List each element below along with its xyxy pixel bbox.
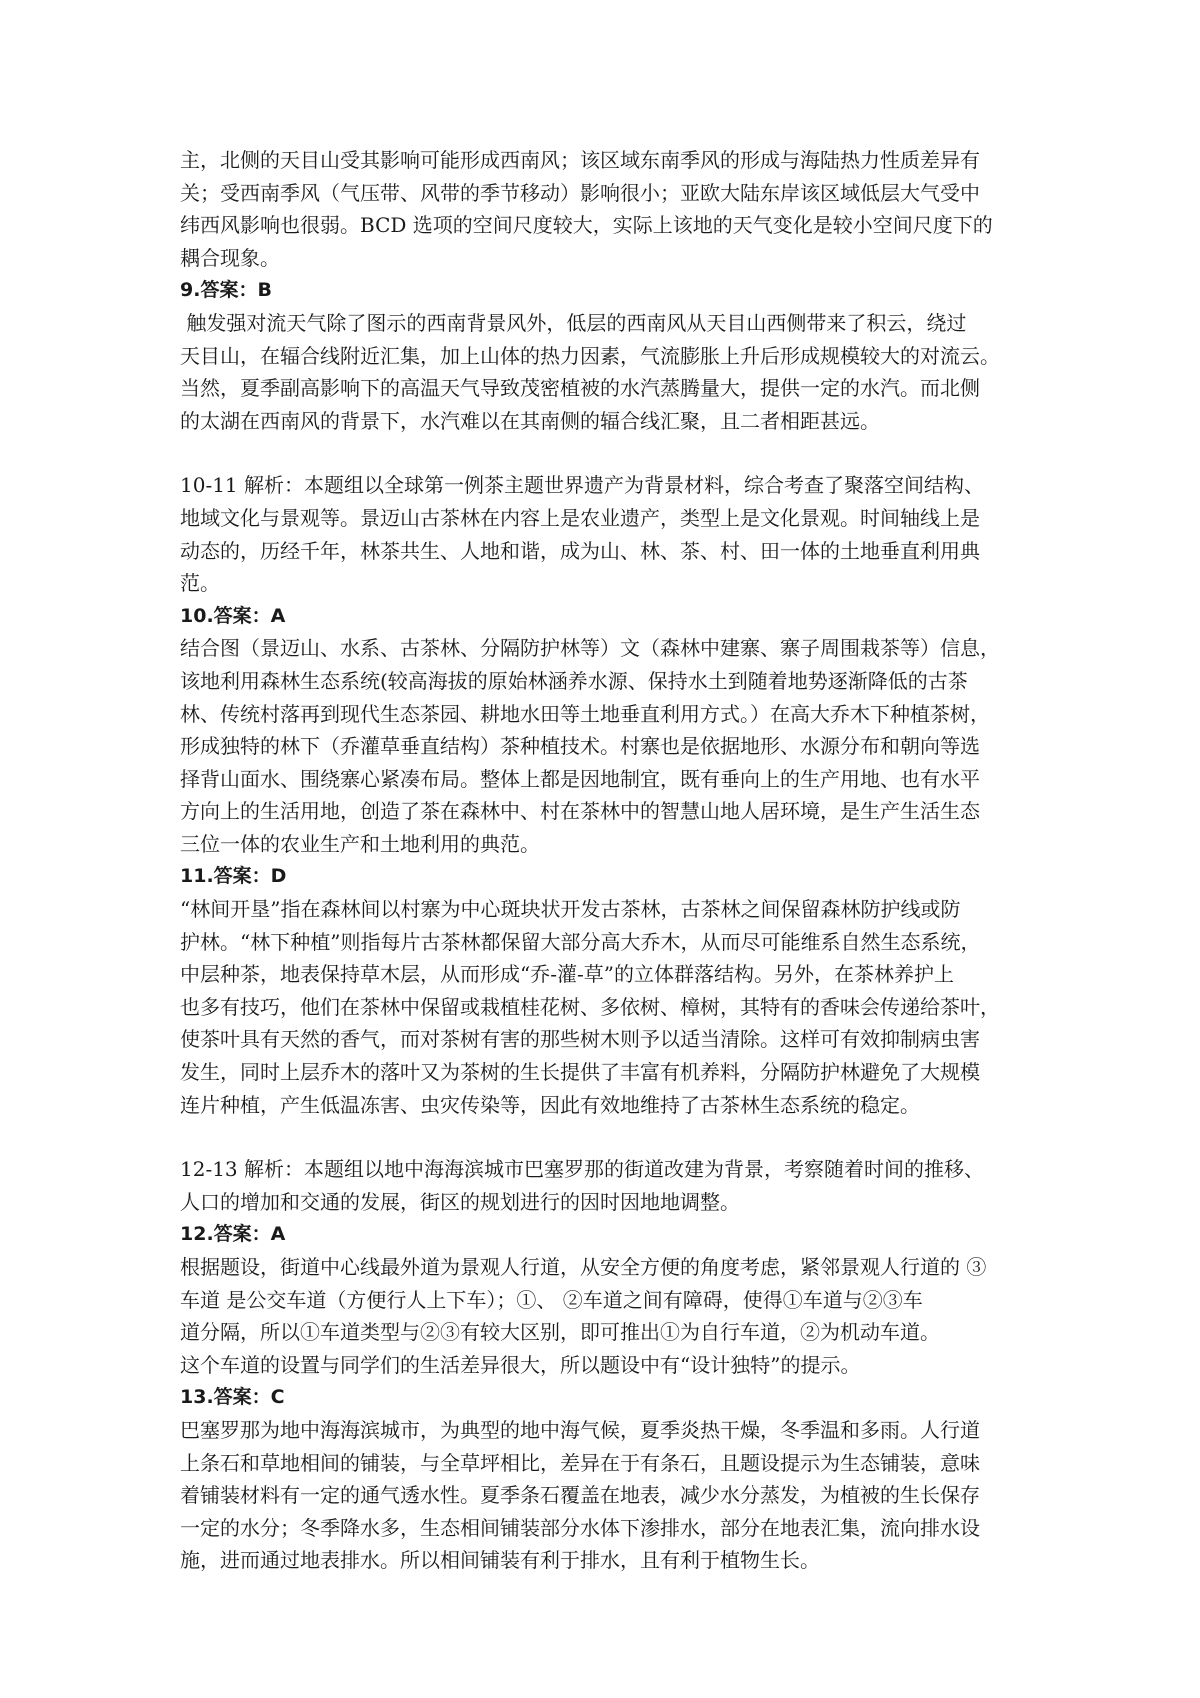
- text-line: 发生，同时上层乔木的落叶又为茶树的生长提供了丰富有机养料，分隔防护林避免了大规模: [180, 1060, 980, 1085]
- text-line: 也多有技巧，他们在茶林中保留或栽植桂花树、多依树、樟树，其特有的香味会传递给茶叶，: [180, 994, 1000, 1019]
- text-line: 方向上的生活用地，创造了茶在森林中、村在茶林中的智慧山地人居环境，是生产生活生态: [180, 799, 980, 824]
- text-line: 一定的水分；冬季降水多，生态相间铺装部分水体下渗排水，部分在地表汇集，流向排水设: [180, 1515, 980, 1540]
- text-line: 这个车道的设置与同学们的生活差异很大，所以题设中有“设计独特”的提示。: [180, 1352, 861, 1377]
- text-line: 耦合现象。: [180, 245, 280, 270]
- text-line: 林、传统村落再到现代生态茶园、耕地水田等土地垂直利用方式。）在高大乔木下种植茶树，: [180, 701, 990, 726]
- explanation-paragraph: [180, 632, 1020, 860]
- analysis-paragraph: [180, 469, 1020, 599]
- text-line: 车道 是公交车道（方便行人上下车）；①、 ②车道之间有障碍，使得①车道与②③车: [180, 1287, 923, 1312]
- paragraph-gap: [180, 437, 1020, 469]
- explanation-paragraph: [180, 307, 1020, 437]
- text-line: 动态的，历经千年，林茶共生、人地和谐，成为山、林、茶、村、田一体的土地垂直利用典: [180, 538, 980, 563]
- text-line: 施，进而通过地表排水。所以相间铺装有利于排水，且有利于植物生长。: [180, 1548, 820, 1573]
- text-line: 结合图（景迈山、水系、古茶林、分隔防护林等）文（森林中建寨、寨子周围栽茶等）信息，: [180, 636, 1000, 661]
- text-line: 12-13 解析：本题组以地中海海滨城市巴塞罗那的街道改建为背景，考察随着时间的推移、: [180, 1157, 985, 1182]
- text-line: 择背山面水、围绕寨心紧凑布局。整体上都是因地制宜，既有垂向上的生产用地、也有水平: [180, 766, 980, 791]
- text-line: 根据题设，街道中心线最外道为景观人行道，从安全方便的角度考虑，紧邻景观人行道的 ③: [180, 1255, 987, 1279]
- text-line: 上条石和草地相间的铺装，与全草坪相比，差异在于有条石，且题设提示为生态铺装，意味: [180, 1450, 980, 1475]
- paragraph-gap: [180, 1121, 1020, 1153]
- answer-heading-11: 11.答案：D: [180, 865, 287, 888]
- explanation-paragraph: [180, 1251, 1020, 1381]
- text-line: 护林。“林下种植”则指每片古茶林都保留大部分高大乔木，从而尽可能维系自然生态系统，: [180, 929, 981, 954]
- text-line: 中层种茶，地表保持草木层，从而形成“乔-灌-草”的立体群落结构。另外，在茶林养护上: [180, 962, 954, 987]
- answer-heading-12: 12.答案：A: [180, 1223, 286, 1246]
- answer-heading-13: 13.答案：C: [180, 1386, 285, 1409]
- text-line: 10-11 解析：本题组以全球第一例茶主题世界遗产为背景材料，综合考查了聚落空间结构、: [180, 473, 985, 498]
- text-line: 形成独特的林下（乔灌草垂直结构）茶种植技术。村寨也是依据地形、水源分布和朝向等选: [180, 734, 980, 759]
- text-line: 该地利用森林生态系统(较高海拔的原始林涵养水源、保持水土到随着地势逐渐降低的古茶: [180, 668, 968, 693]
- text-line: 连片种植，产生低温冻害、虫灾传染等，因此有效地维持了古茶林生态系统的稳定。: [180, 1092, 920, 1117]
- answer-heading-10: 10.答案：A: [180, 604, 286, 627]
- text-line: 着铺装材料有一定的通气透水性。夏季条石覆盖在地表，减少水分蒸发，为植被的生长保存: [180, 1483, 980, 1508]
- text-line: 主，北侧的天目山受其影响可能形成西南风；该区域东南季风的形成与海陆热力性质差异有: [180, 148, 980, 172]
- explanation-paragraph: [180, 893, 1020, 1121]
- text-line: 三位一体的农业生产和土地利用的典范。: [180, 831, 540, 856]
- text-line: 巴塞罗那为地中海海滨城市，为典型的地中海气候，夏季炎热干燥，冬季温和多雨。人行道: [180, 1417, 980, 1442]
- answer-heading-9: 9.答案：B: [180, 279, 272, 302]
- text-line: 天目山，在辐合线附近汇集，加上山体的热力因素，气流膨胀上升后形成规模较大的对流云。: [180, 343, 1000, 368]
- text-line: 人口的增加和交通的发展，街区的规划进行的因时因地地调整。: [180, 1189, 740, 1214]
- text-line: 使茶叶具有天然的香气，而对茶树有害的那些树木则予以适当清除。这样可有效抑制病虫害: [180, 1027, 980, 1052]
- text-line: 触发强对流天气除了图示的西南背景风外，低层的西南风从天目山西侧带来了积云，绕过: [180, 310, 967, 335]
- text-line: 的太湖在西南风的背景下，水汽难以在其南侧的辐合线汇聚，且二者相距甚远。: [180, 408, 880, 433]
- text-line: 道分隔，所以①车道类型与②③有较大区别，即可推出①为自行车道，②为机动车道。: [180, 1320, 940, 1345]
- text-line: 范。: [180, 571, 220, 596]
- document-page: [180, 144, 1020, 1577]
- analysis-paragraph: [180, 144, 1020, 274]
- text-line: 关；受西南季风（气压带、风带的季节移动）影响很小；亚欧大陆东岸该区域低层大气受中: [180, 180, 980, 205]
- text-line: 地域文化与景观等。景迈山古茶林在内容上是农业遗产，类型上是文化景观。时间轴线上是: [180, 505, 980, 530]
- explanation-paragraph: [180, 1414, 1020, 1577]
- text-line: 纬西风影响也很弱。BCD 选项的空间尺度较大，实际上该地的天气变化是较小空间尺度下的: [180, 213, 993, 238]
- text-line: “林间开垦”指在森林间以村寨为中心斑块状开发古茶林，古茶林之间保留森林防护线或防: [180, 897, 961, 922]
- text-line: 当然，夏季副高影响下的高温天气导致茂密植被的水汽蒸腾量大，提供一定的水汽。而北侧: [180, 376, 980, 401]
- analysis-paragraph: [180, 1153, 1020, 1218]
